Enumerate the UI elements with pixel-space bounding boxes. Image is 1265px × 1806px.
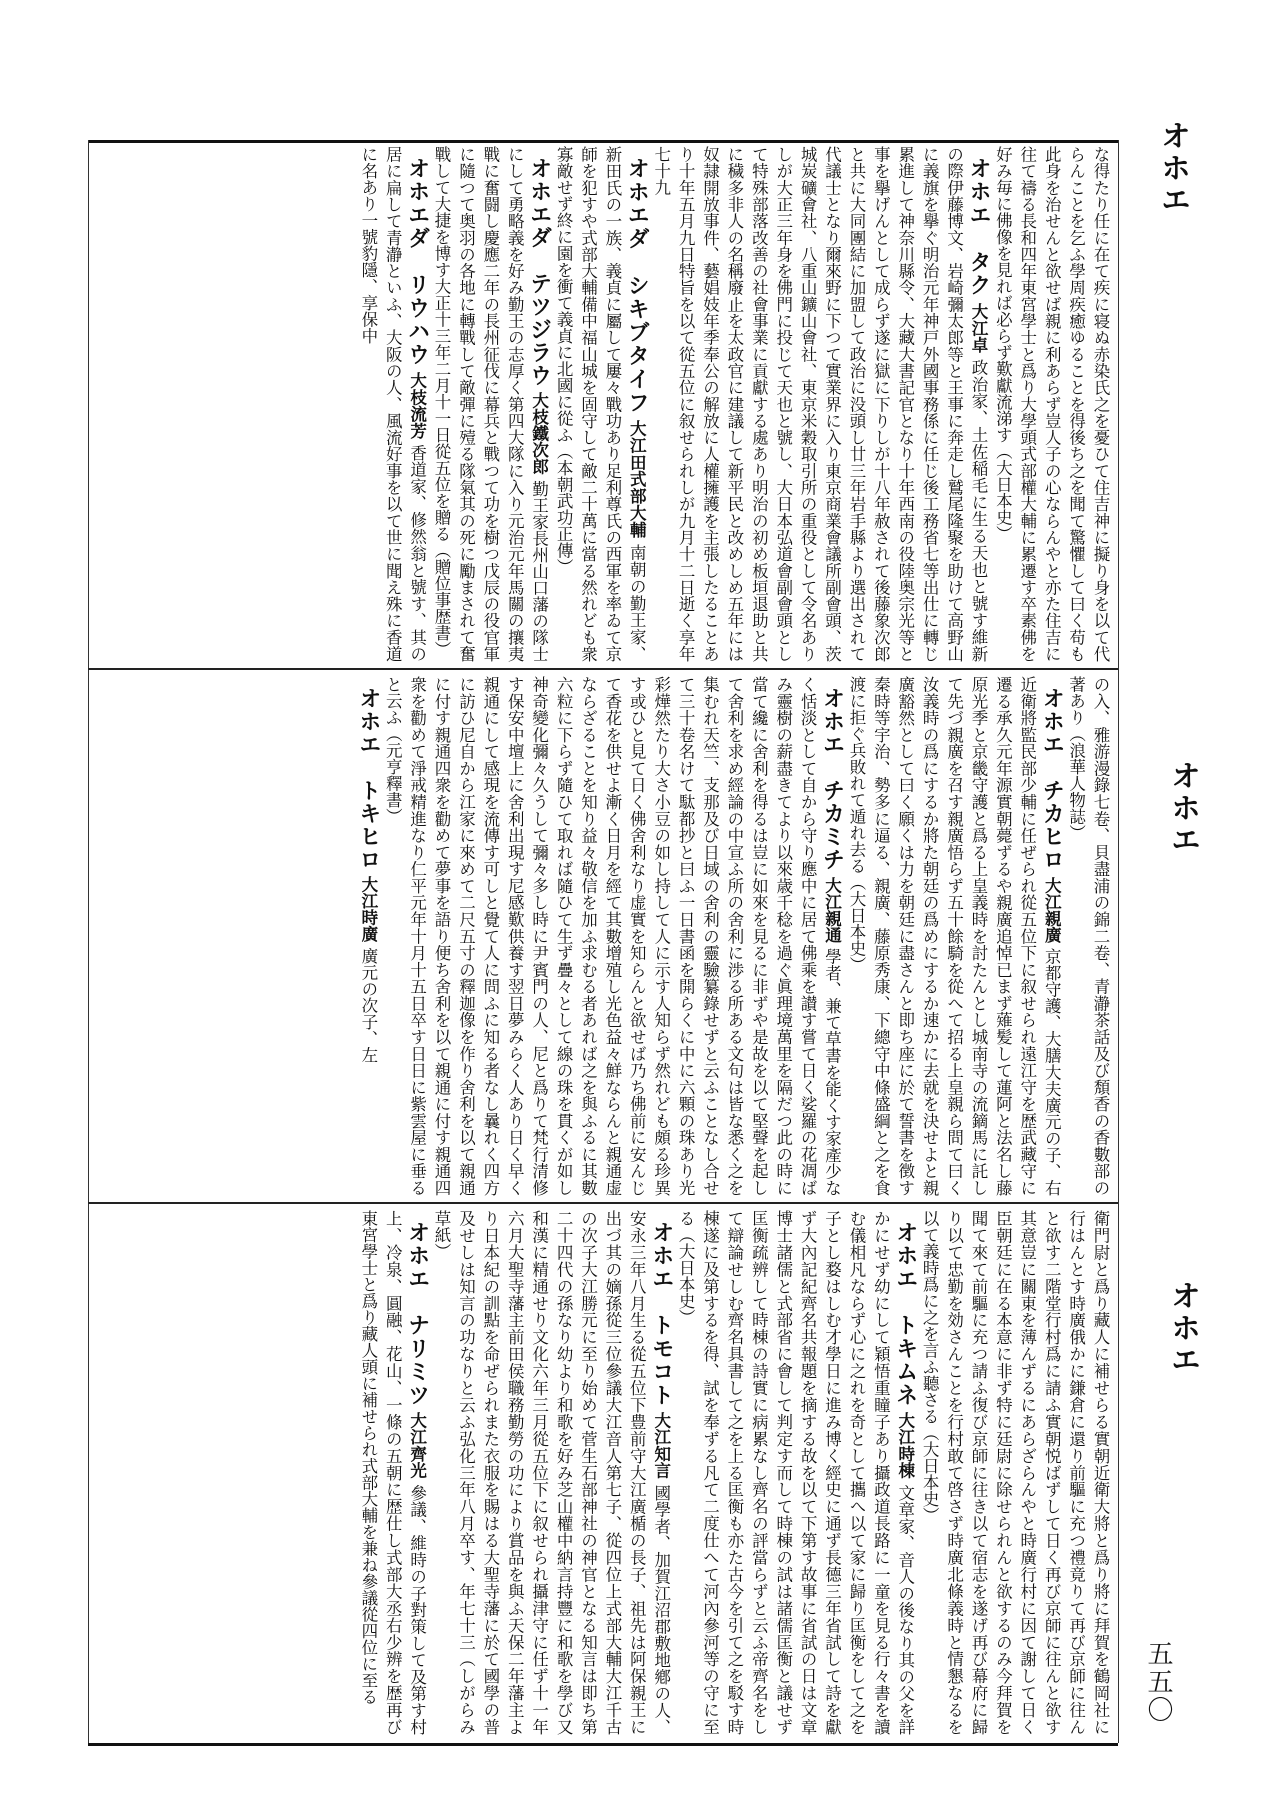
entry-name: 大江親通 [822,876,842,943]
tier-divider-1 [88,668,1118,670]
page-number: 五五〇 [1143,1640,1173,1724]
entry-body: 廣元の次子、左 [358,947,378,1063]
entry-name: 大江時廣 [358,876,378,943]
entry-oe-taku [648,146,990,662]
entry-kana: オホエ トモコト [648,1221,674,1407]
entry-body: 學者、兼て草書を能くす家產少なく恬淡として自から守り應中に居て佛乘を讃す嘗て日く娑羅の花凋ばみ靈樹の薪盡きてより以來歳千稔を過ぐ眞理境萬里を隔だつ此の時に當て纔に舍利を得るは豈に如來を見るに非ずや是故を以て堅聲を起して舍利を求め經論の中宣ふ所の舍利に渉る所ある文句は皆な悉く之を集むれ天竺、支那及び日域の舍利の靈驗纂錄せずと云ふことなし合せて三十卷名けて駄都抄と曰ふ一日書函を開らくに中に六顆の珠あり光彩燁然たり大さ小豆の如し持して人に示す人知らず然れども頗る珍異す或ひと見て日く佛舍利なり虚實を知らんと欲せば乃ち佛前に安んじて香花を供せよ漸く日月を經て其數增殖し光色益々鮮ならんと親通虚ならざることを知り益々敬信を加ふ求むる者あれば之を與ふるに其數六粒に下らず隨ひて取れば隨ひて生ず疊々として線の珠を貫くが如し神奇變化彌々久うして彌々多し時に尹賓門の人、尼と爲りて梵行清修す保安中壇上に舍利出現す尼感歎供養す翌日夢みらく人あり日く早く親通にして感現を流傳す可しと覺て人に問ふに知る者なし曩れく四方に訪ひ尼自から江家に來めて二尺五寸の釋迦像を作り舍利を以て親通に付す親通四衆を勸めて夢事を語り便ち舍利を以て親通に付す親通四衆を勸めて淨戒精進なり仁平元年十月十五日卒す日日に紫雲屋に垂ると云ふ（元亨釋書） [383,676,842,1196]
entry-oeda-tetsujirou [429,146,551,662]
running-header-bottom: オホエ [1165,1280,1200,1376]
entry-oeda-riuhau [355,146,428,662]
entry-name: 大江時棟 [895,1412,915,1480]
entry-oe-chikahiro [844,676,1064,1196]
tier-1 [94,146,1112,662]
entry-body: 勤王家長州山口藩の隊士にして勇略義を好み勤王の志厚く第四大隊に入り元治元年馬關の攘夷戰に奮闘し慶應二年の長州征伐に幕兵と戰つて功を樹つ戊辰の役官軍に隨つて奥羽の各地に轉戰して敵彈に殪る隊氣其の死に勵まされて奮戰して大捷を博す大正十三年二月十一日從五位を贈る（贈位事歴書） [432,146,549,662]
tier-1-continuation: な得たり任に在て疾に寝ぬ赤染氏之を憂ひて住吉神に擬り身を以て代らんことを乞ふ學周疾癒ゆることを得後ち之を聞て驚懼して曰く苟も此身を治せんと欲せば親に利あらず豈人子の心ならんやと亦た住吉に往て禱る長和四年東宮學士と爲り大學頭式部權大輔に累遷す卒素佛を好み毎に佛像を見れば必らず歎獻流涕す（大日本史） [993,146,1110,662]
entry-name: 大枝流芳 [407,371,427,439]
entry-body: 政治家、土佐稲毛に生る天也と號す維新の際伊藤博文、岩崎彌太郎等と王事に奔走し鷲尾隆聚を助けて高野山に義旗を擧ぐ明治元年神戸外國事務係に任じ後工務省七等出仕に轉じ累進して神奈川縣令、大藏大書記官となり十年西南の役陸奥宗光等と事を擧げんとして成らず遂に獄に下りしが十八年赦されて後藤象次郎と共に大同團結に加盟して政治に没頭し廿三年岩手縣より選出されて代議士となり爾來野に下つて實業界に入り東京商業會議所副會頭、茨城炭礦會社、八重山鑛山會社、東京米穀取引所の重役として令名ありしが大正三年身を佛門に投じて天也と號し、大日本弘道會副會頭として特殊部落改善の社會事業に貢獻する處あり明治の初め板垣退助と共に穢多非人の名稱廢止を太政官に建議して新平民と改めしめ五年には奴隷開放事件、藝娼妓年季奉公の解放に人權擁護を主張したることあり十年五月九日特旨を以て從五位に叙せられしが九月十二日逝く享年七十九 [651,146,988,662]
entry-kana: オホエダ シキブタイフ [624,157,650,415]
entry-oe-narimitsu [355,1210,428,1735]
entry-name: 大江親廣 [1042,876,1062,943]
right-rule [1118,140,1119,1743]
entry-body: 香道家、修然翁と號す、其の居に扁して青瀞といふ、大阪の人、風流好事を以て世に聞え殊に香道に名あり一號豹隱、享保中 [358,146,427,662]
running-header-middle: オホエ [1165,760,1200,856]
entry-kana: オホエダ テツジラウ [526,157,552,388]
entry-name: 大枝鐵次郎 [529,392,549,476]
entry-name: 大江卓 [968,302,988,354]
entry-oe-tokihiro [355,676,379,1196]
entry-kana: オホエ チカヒロ [1039,687,1065,872]
entry-kana: オホエ チカミチ [819,687,845,872]
entry-body: 京都守護、大膳大夫廣元の子、右近衛將監民部少輔に任ぜられ從五位下に叙せられ遠江守を歴武藏守に遷る承久元年源實朝薨ずるや親廣追悼已まず薙髪して蓮阿と法名し藤原光季と京畿守護と爲る上皇義時を討たんとし城南寺の流鏑馬に託して先づ親廣を召す親廣悟らず五十餘騎を從へて招る上皇親ら問て曰く汝義時の爲にするか將た朝廷の爲めにするか速かに去就を決せよと親廣豁然として曰く願くは力を朝廷に盡さんと即ち座に於て誓書を徴す秦時等宇治、勢多に逼る、親廣、藤原秀康、下總守中條盛綱と之を食渡に拒ぐ兵敗れて遁れ去る（大日本史） [846,676,1062,1196]
left-rule [88,140,89,1743]
entry-name: 大江田式部大輔 [627,420,647,539]
entry-kana: オホエ ナリミツ [404,1221,430,1407]
tier-3 [94,1210,1112,1735]
entry-kana: オホエ タク [965,157,991,298]
entry-oe-tomokoto [429,1210,673,1735]
entry-oe-tokimune [673,1210,917,1735]
entry-name: 大江知言 [651,1412,671,1480]
entry-oeda-shikibutaifu [551,146,649,662]
tier-divider-2 [88,1202,1118,1204]
entry-kana: オホエダ リウハウ [404,157,430,367]
entry-kana: オホエ トキヒロ [355,687,381,871]
running-header-top: オホエ [1155,120,1190,216]
entry-kana: オホエ トキムネ [892,1221,918,1407]
tier-2-continuation: の入、雅游漫錄七卷、貝盡浦の錦二卷、青瀞茶話及び頽香の香數部の著あり（浪華人物誌） [1066,676,1110,1196]
entry-name: 大江齊光 [407,1412,427,1480]
entry-body: 國學者、加賀江沼郡敷地鄕の人、安永三年八月生る從五位下豊前守大江廣楯の長子、祖先は阿保親王に出づ其の嫡孫從三位參議大江音人第七子、從四位上式部大輔大江千古の次子大江勝元に至り始めて菅生石部神社の神官となる知言は即ち第二十四代の孫なり幼より和歌を好み芝山權中納言持豐に和歌を學び又和漢に精通せり文化六年三月從五位下に叙せられ攝津守に任ず十一年六月大聖寺藩主前田侯職務勤勞の功により賞品を與ふ天保二年藩主より日本紀の訓點を命ぜられまた衣服を賜はる大聖寺藩に於て國學の普及せしは知言の功なりと云ふ弘化三年八月卒す、年七十三（しがらみ草紙） [432,1210,671,1735]
entry-oe-chikamichi [380,676,844,1196]
entry-body: 文章家、音人の後なり其の父を詳かにせず幼にして穎悟重瞳子あり攝政道長路に一童を見る行々書を讀む儀相凡ならず心に之れを奇として攜へ以て家に歸り匡衡をして之を子とし婺はしむ才學日に進み博く經史に通ず長德三年省試して詩を獻ず大內記紀齊名共報題を摘する故を以て下第す故事に省試の日は文章博士諸儒と式部省に會して判定す而して時棟の試は諸儒匡衡と議せず匡衡疏辨して時棟の詩實に病累なし齊名の評當らずと云ふ帝齊名をして辯論せしむ齊名具書して之を上る匡衡も亦た古今を引て之を駁す時棟遂に及第するを得、試を奉ずる凡て二度仕へて河內參河等の守に至る（大日本史） [676,1210,915,1735]
entry-body: 南朝の勤王家、新田氏の一族、義貞に屬して屢々戰功あり足利尊氏の西軍を率ゐて京師を犯すや式部大輔備中福山城を固守して敵二十萬に當る然れども衆寡敵せず終に園を衝て義貞に北國に從ふ（本朝武功正傳） [554,146,647,662]
tier-3-continuation: 衛門尉と爲り藏人に補せらる實朝近衛大將と爲り將に拜賀を鶴岡社に行はんとす時廣俄かに鎌倉に還り前驅に充つ禮竟りて再び京師に往んと欲す二階堂行村爲に請ふ實朝悦ばずして日く再び京師に往んと欲す其意豈に關東を薄んずるにあらざらんやと時廣行村に因て謝して日く臣朝廷に在る本意に非ず特に廷尉に除せられんと欲するのみ今拜賀を聞て來て前驅に充つ請ふ復び京師に往き以て宿志を遂げ再び幕府に歸り以て忠勤を効さんことを行村敢て啓さず時廣北條義時と情懇なるを以て義時爲に之を言ふ聽さる（大日本史） [920,1210,1110,1735]
entry-body: 參議、維時の子對策して及第す村上、冷泉、圓融、花山、一條の五朝に歴仕し式部大丞右少辨を歴再び東宮學士と爲り藏人頭に補せられ式部大輔を兼ね參議從四位に至る [358,1210,427,1735]
tier-2 [94,676,1112,1196]
